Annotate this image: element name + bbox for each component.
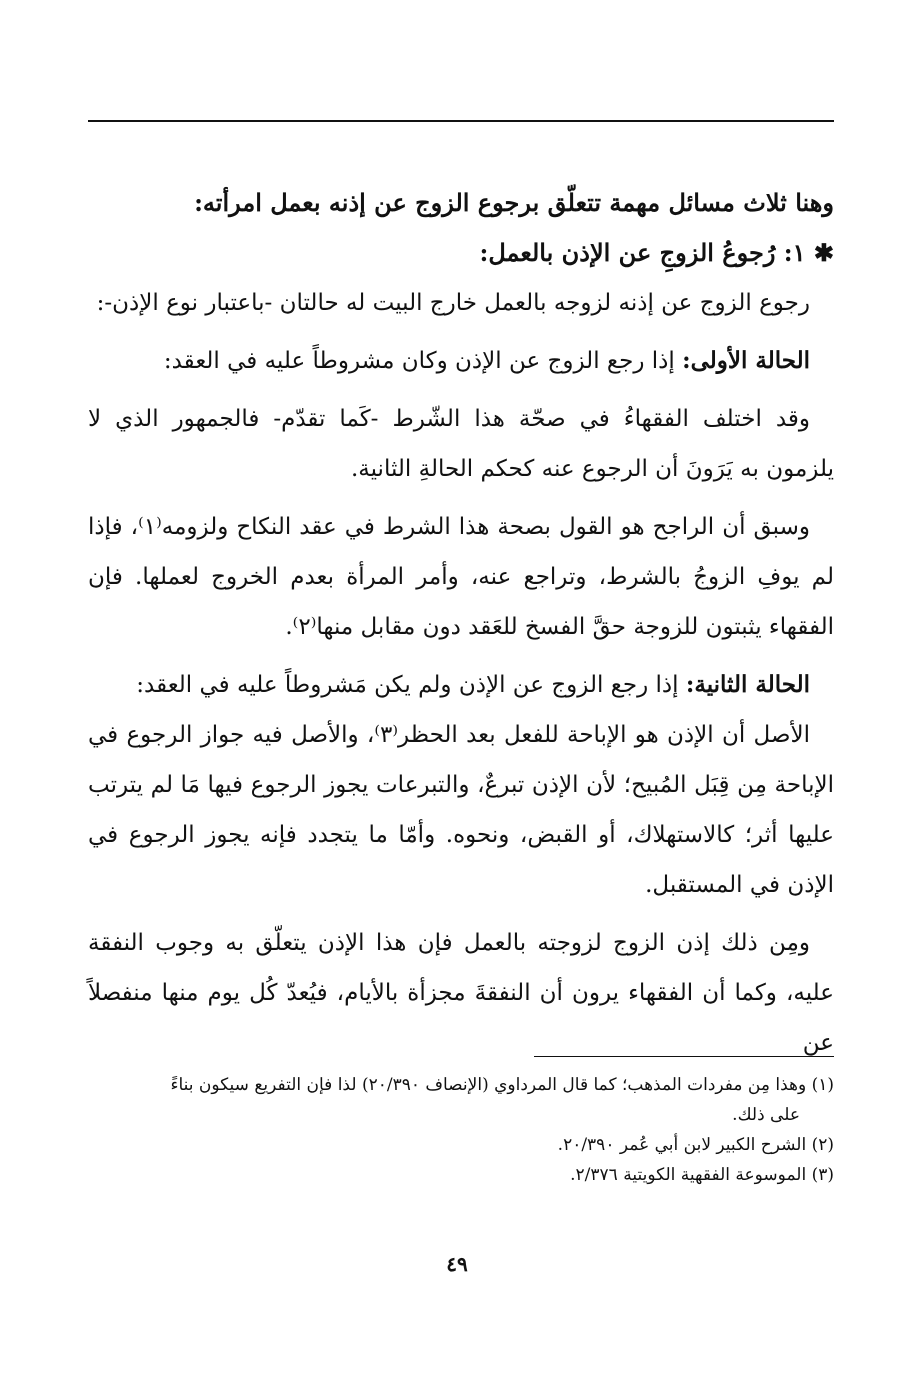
page-number: ٤٩ — [446, 1252, 468, 1276]
intro-line: وهنا ثلاث مسائل مهمة تتعلّق برجوع الزوج عن إذنه بعمل امرأته: — [194, 188, 834, 217]
paragraph-4: الأصل أن الإذن هو الإباحة للفعل بعد الحظر⁽٣⁾، والأصل فيه جواز الرجوع في الإباحة مِن قِبَل المُبيح؛ لأن الإذن تبرعٌ، والتبرعات يجوز الرجوع فيها مَا لم يترتب عليها أثر؛ كالاستهلاك، أو القبض، ونحوه. وأمّا ما يتجدد فإنه يجوز الرجوع في الإذن في المستقبل. — [88, 722, 834, 898]
main-text — [88, 178, 834, 1068]
paragraph-3: وسبق أن الراجح هو القول بصحة هذا الشرط في عقد النكاح ولزومه⁽١⁾، فإذا لم يوفِ الزوجُ بالشرط، وتراجع عنه، وأمر المرأة بعدم الخروج لعملها. فإن الفقهاء يثبتون للزوجة حقَّ الفسخ للعَقد دون مقابل منها⁽٢⁾. — [88, 514, 834, 640]
section-heading-1: ✱ ١: رُجوعُ الزوجِ عن الإذن بالعمل: — [479, 238, 834, 267]
footnote-3: (٣) الموسوعة الفقهية الكويتية ٢/٣٧٦. — [570, 1165, 834, 1185]
footnote-rule — [534, 1056, 834, 1057]
paragraph-1: رجوع الزوج عن إذنه لزوجه بالعمل خارج البيت له حالتان -باعتبار نوع الإذن-: — [96, 290, 810, 316]
case-1-text: إذا رجع الزوج عن الإذن وكان مشروطاً عليه في العقد: — [163, 348, 683, 374]
case-1-label: الحالة الأولى: — [682, 347, 810, 374]
footnotes — [88, 1070, 834, 1190]
case-2-label: الحالة الثانية: — [685, 671, 810, 698]
case-2-text: إذا رجع الزوج عن الإذن ولم يكن مَشروطاً عليه في العقد: — [136, 672, 686, 698]
case-1-line — [88, 336, 834, 386]
footnote-1: (١) وهذا مِن مفردات المذهب؛ كما قال المرداوي (الإنصاف ٢٠/٣٩٠) لذا فإن التفريع سيكون بناءً — [170, 1075, 834, 1095]
case-2-line — [88, 660, 834, 710]
paragraph-2: وقد اختلف الفقهاءُ في صحّة هذا الشّرط -كَما تقدّم- فالجمهور الذي لا يلزمون به يَرَونَ أن الرجوع عنه كحكم الحالةِ الثانية. — [88, 406, 834, 482]
footnote-2: (٢) الشرح الكبير لابن أبي عُمر ٢٠/٣٩٠. — [557, 1135, 834, 1155]
paragraph-5: ومِن ذلك إذن الزوج لزوجته بالعمل فإن هذا الإذن يتعلّق به وجوب النفقة عليه، وكما أن الفقهاء يرون أن النفقةَ مجزأة بالأيام، فيُعدّ كُل يوم منها منفصلاً عن — [88, 930, 834, 1056]
header-rule — [88, 120, 834, 122]
footnote-1-continuation: على ذلك. — [732, 1105, 800, 1125]
